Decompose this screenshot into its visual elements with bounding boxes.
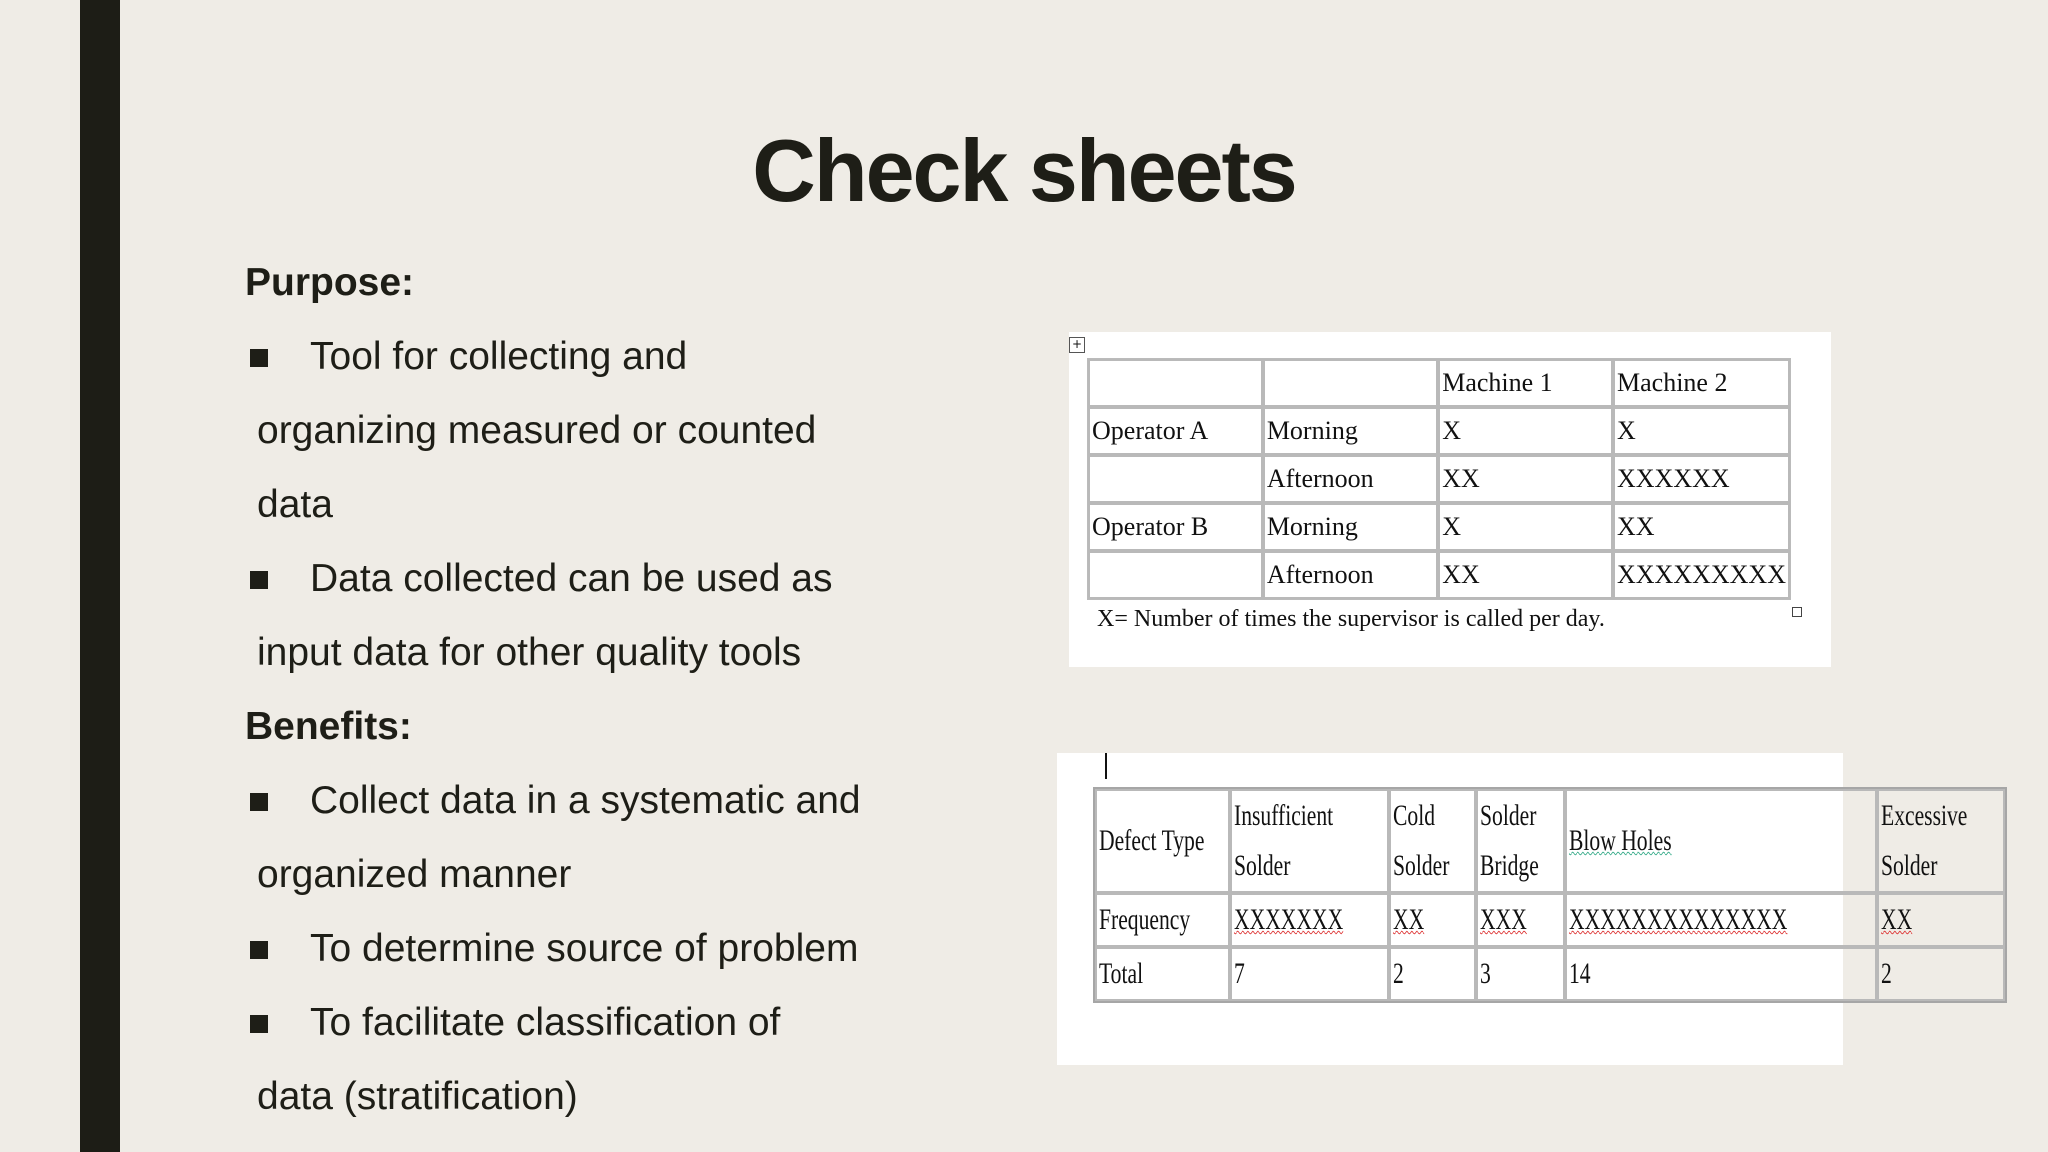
table-cell: 2 [1877,947,2005,1001]
square-bullet-icon [250,941,268,959]
table-cell: Machine 1 [1438,359,1613,407]
bullet-item: Tool for collecting and [245,320,945,394]
table-cell: XXXXXX [1613,455,1790,503]
table-cell: Cold Solder [1389,789,1475,893]
table-cell: Machine 2 [1613,359,1790,407]
table-cell: 7 [1230,947,1390,1001]
table-cell: X [1438,407,1613,455]
square-bullet-icon [250,349,268,367]
table-cell: Frequency [1095,893,1230,947]
table-cell [1088,455,1263,503]
table-cell: Afternoon [1263,455,1438,503]
slide-body [245,246,945,1134]
bullet-item: To determine source of problem [245,912,945,986]
table-cell: Operator B [1088,503,1263,551]
table-move-handle-icon[interactable]: + [1069,337,1085,353]
table-cell: Solder Bridge [1476,789,1566,893]
table-row [1088,551,1790,599]
square-bullet-icon [250,571,268,589]
benefits-heading: Benefits: [245,705,412,748]
table-cell: XXXXXXXXX [1613,551,1790,599]
table-cell: XXX [1476,893,1566,947]
table-cell: 14 [1565,947,1876,1001]
table-cell: XX [1613,503,1790,551]
table-cell: XX [1438,455,1613,503]
table-cell: Morning [1263,503,1438,551]
defect-type-table [1093,787,2007,1003]
table-header-row [1088,359,1790,407]
table-cell: Total [1095,947,1230,1001]
operator-machine-table [1087,358,1791,600]
bullet-item: Data collected can be used as [245,542,945,616]
table-row [1088,407,1790,455]
table-cell [1088,359,1263,407]
check-sheet-image-1[interactable] [1069,332,1831,667]
purpose-heading: Purpose: [245,261,415,304]
table-cell: XXXXXXX [1230,893,1390,947]
table-cell [1088,551,1263,599]
table-cell [1263,359,1438,407]
table-cell: XXXXXXXXXXXXXX [1565,893,1876,947]
table-cell: Excessive Solder [1877,789,2005,893]
bullet-continuation: input data for other quality tools [257,631,802,674]
table-row [1088,455,1790,503]
table-cell: XX [1877,893,2005,947]
bullet-item: To facilitate classification of [245,986,945,1060]
table-cell: 3 [1476,947,1566,1001]
table-cell: Afternoon [1263,551,1438,599]
table-cell: X [1613,407,1790,455]
table-cell: Blow Holes [1565,789,1876,893]
bullet-continuation: data [257,483,333,526]
table-cell: Defect Type [1095,789,1230,893]
check-sheet-image-2[interactable] [1057,753,1967,1065]
table-row [1088,503,1790,551]
table-row [1095,893,2005,947]
resize-handle-icon[interactable] [1792,607,1802,617]
square-bullet-icon [250,793,268,811]
bullet-continuation: organized manner [257,853,572,896]
bullet-continuation: organizing measured or counted [257,409,817,452]
bullet-item: Collect data in a systematic and [245,764,945,838]
table-cell: Operator A [1088,407,1263,455]
square-bullet-icon [250,1015,268,1033]
table-cell: Insufficient Solder [1230,789,1390,893]
table-cell: 2 [1389,947,1475,1001]
table-row [1095,947,2005,1001]
table-cell: Morning [1263,407,1438,455]
table-cell: XX [1438,551,1613,599]
bullet-continuation: data (stratification) [257,1075,578,1118]
table-header-row [1095,789,2005,893]
text-cursor [1105,753,1107,779]
slide-title: Check sheets [752,121,1296,220]
table-cell: XX [1389,893,1475,947]
table-cell: X [1438,503,1613,551]
table-legend-note: X= Number of times the supervisor is called per day. [1097,606,1605,632]
